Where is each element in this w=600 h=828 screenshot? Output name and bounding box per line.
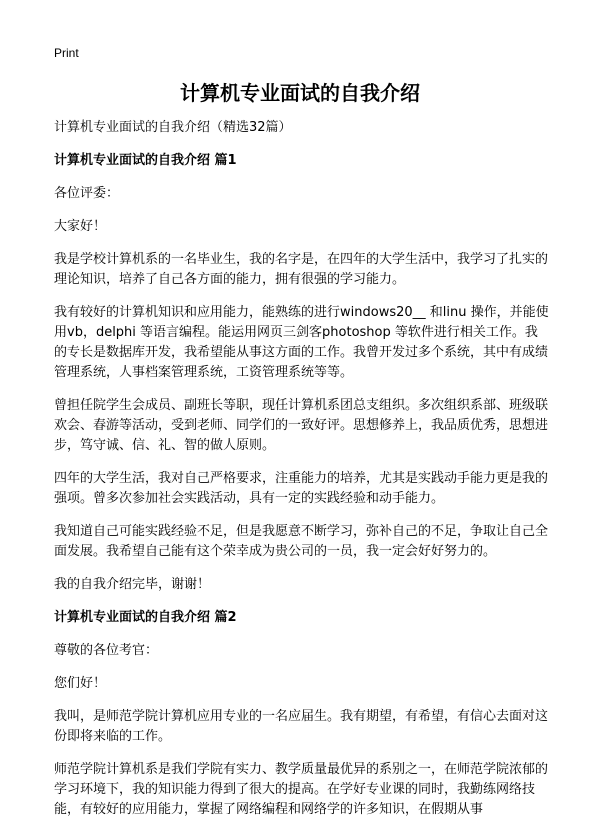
- intro-line: 计算机专业面试的自我介绍（精选32篇）: [54, 120, 292, 135]
- section-heading: 计算机专业面试的自我介绍 篇2: [54, 610, 237, 625]
- paragraph: 您们好！: [54, 676, 107, 691]
- paragraph: 各位评委：: [54, 186, 120, 201]
- paragraph: 我是学校计算机系的一名毕业生，我的名字是，在四年的大学生活中，我学习了扎实的理论知识，培养了自己各方面的能力，拥有很强的学习能力。: [54, 252, 549, 287]
- paragraph: 我叫，是师范学院计算机应用专业的一名应届生。我有期望，有希望，有信心去面对这份即将来临的工作。: [54, 709, 549, 744]
- paragraph: 大家好！: [54, 219, 107, 234]
- section-heading: 计算机专业面试的自我介绍 篇1: [54, 153, 237, 168]
- paragraph: 尊敬的各位考官：: [54, 643, 159, 658]
- paragraph: 我知道自己可能实践经验不足，但是我愿意不断学习，弥补自己的不足，争取让自己全面发展。我希望自己能有这个荣幸成为贵公司的一员，我一定会好好努力的。: [54, 524, 549, 559]
- paragraph: 我有较好的计算机知识和应用能力，能熟练的进行windows20__ 和linu 操作，并能使用vb，delphi 等语言编程。能运用网页三剑客photoshop 等软件进行相关工作。我的专长是数据库开发，我希望能从事这方面的工作。我曾开发过多个系统，其中有成绩管理系统，人事档案管理系统，工资管理系统等等。: [54, 305, 549, 380]
- paragraph: 我的自我介绍完毕，谢谢！: [54, 577, 211, 592]
- print-label: Print: [54, 46, 79, 60]
- paragraph: 四年的大学生活，我对自己严格要求，注重能力的培养，尤其是实践动手能力更是我的强项。曾多次参加社会实践活动，具有一定的实践经验和动手能力。: [54, 471, 549, 506]
- paragraph: 曾担任院学生会成员、副班长等职，现任计算机系团总支组织。多次组织系部、班级联欢会、春游等活动，受到老师、同学们的一致好评。思想修养上，我品质优秀，思想进步，笃守诚、信、礼、智的做人原则。: [54, 398, 549, 453]
- document-body: [54, 118, 550, 828]
- page-title: 计算机专业面试的自我介绍: [180, 81, 420, 105]
- paragraph: 师范学院计算机系是我们学院有实力、教学质量最优异的系别之一，在师范学院浓郁的学习环境下，我的知识能力得到了很大的提高。在学好专业课的同时，我勤练网络技能，有较好的应用能力，掌握了网络编程和网络学的许多知识，在假期从事: [54, 762, 549, 817]
